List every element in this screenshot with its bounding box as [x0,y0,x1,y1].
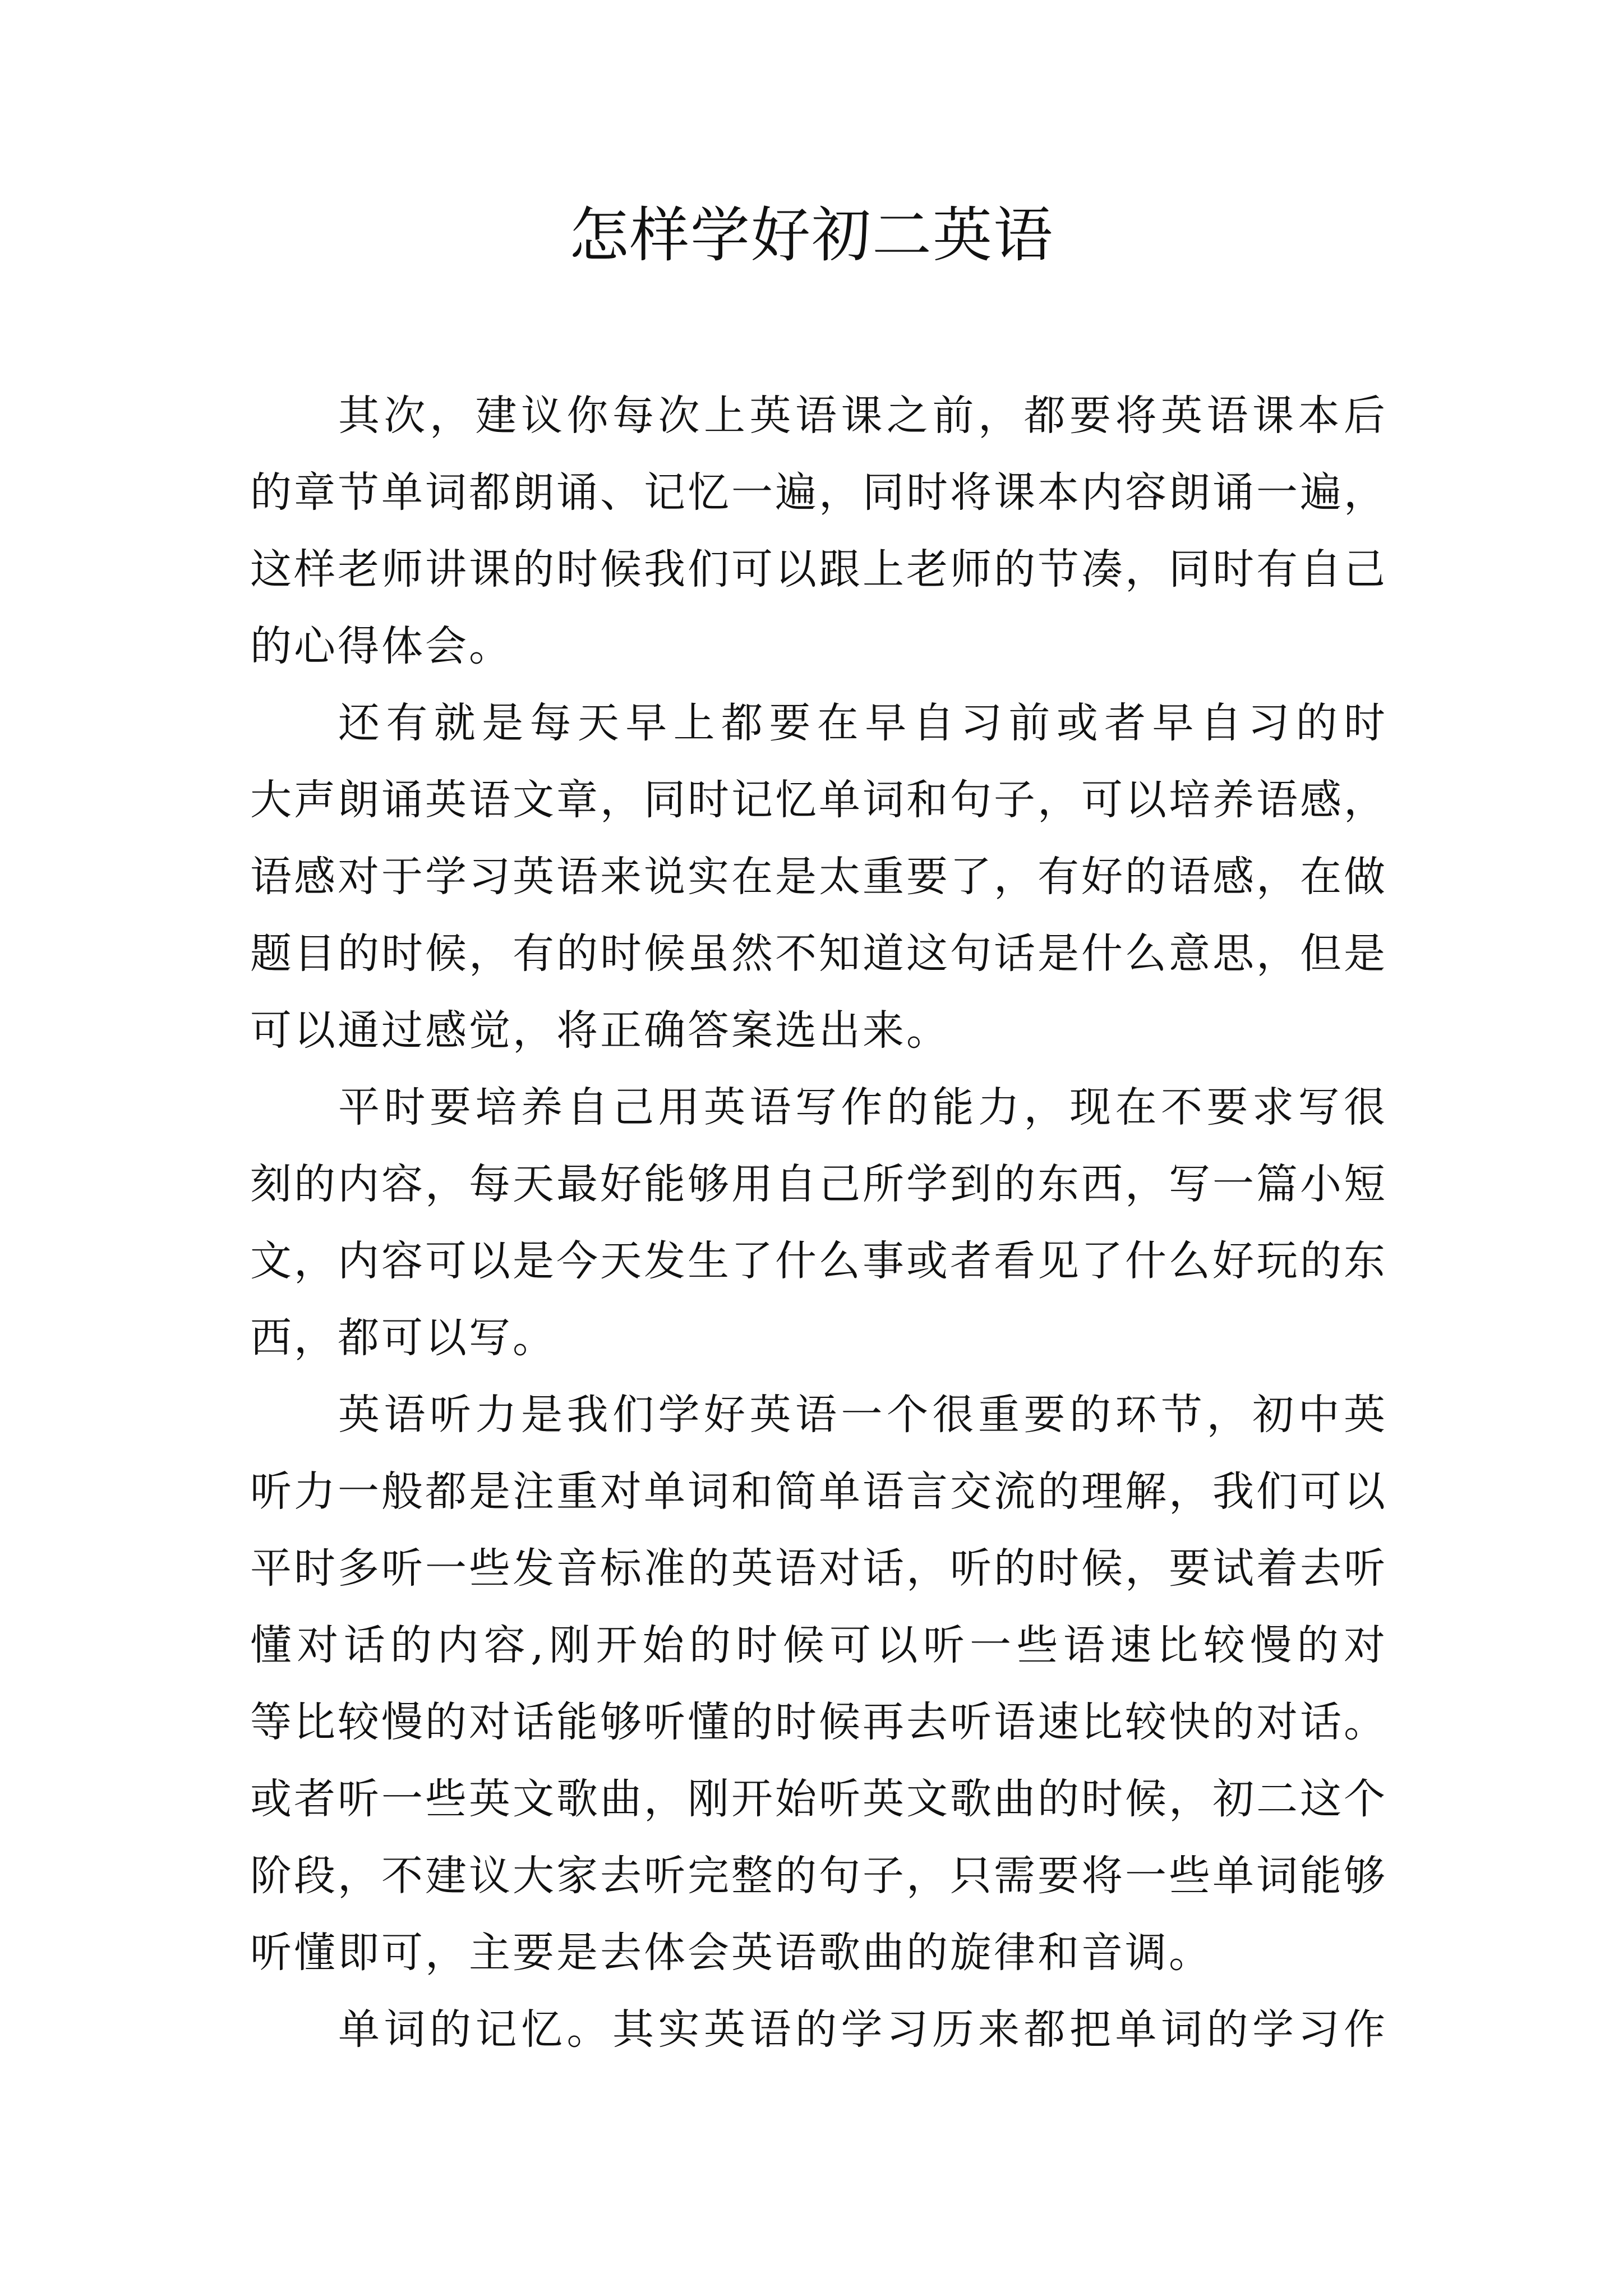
text-line: 文，内容可以是今天发生了什么事或者看见了什么好玩的东 [250,1237,1387,1285]
paragraph [250,1069,1387,1377]
text-line: 还有就是每天早上都要在早自习前或者早自习的时 [338,699,1387,747]
text-line: 等比较慢的对话能够听懂的时候再去听语速比较快的对话。 [250,1698,1387,1746]
text-line: 平时多听一些发音标准的英语对话，听的时候，要试着去听 [250,1544,1387,1593]
paragraph [250,378,1387,685]
text-line: 英语听力是我们学好英语一个很重要的环节，初中英 [338,1391,1387,1439]
text-line: 或者听一些英文歌曲，刚开始听英文歌曲的时候，初二这个 [250,1775,1387,1823]
text-line: 平时要培养自己用英语写作的能力，现在不要求写很 [338,1083,1387,1131]
document-body [250,378,1387,2068]
text-line: 刻的内容，每天最好能够用自己所学到的东西，写一篇小短 [250,1160,1387,1208]
text-line: 单词的记忆。其实英语的学习历来都把单词的学习作 [338,2005,1387,2054]
text-line: 大声朗诵英语文章，同时记忆单词和句子，可以培养语感， [250,776,1387,824]
text-line: 的章节单词都朗诵、记忆一遍，同时将课本内容朗诵一遍， [250,468,1387,517]
text-line: 的心得体会。 [250,622,513,670]
text-line: 西，都可以写。 [250,1314,556,1362]
document-title: 怎样学好初二英语 [569,201,1054,270]
paragraph [250,1377,1387,1991]
text-line: 题目的时候，有的时候虽然不知道这句话是什么意思，但是 [250,930,1387,978]
text-line: 语感对于学习英语来说实在是太重要了，有好的语感，在做 [250,853,1387,901]
text-line: 听懂即可，主要是去体会英语歌曲的旋律和音调。 [250,1929,1212,1977]
text-line: 这样老师讲课的时候我们可以跟上老师的节凑，同时有自己 [250,545,1387,593]
paragraph [250,1991,1387,2068]
text-line: 其次，建议你每次上英语课之前，都要将英语课本后 [338,392,1387,440]
text-line: 阶段，不建议大家去听完整的句子，只需要将一些单词能够 [250,1852,1387,1900]
text-line: 懂对话的内容,刚开始的时候可以听一些语速比较慢的对 [250,1621,1387,1669]
text-line: 听力一般都是注重对单词和简单语言交流的理解，我们可以 [250,1467,1387,1516]
text-line: 可以通过感觉，将正确答案选出来。 [250,1006,950,1055]
paragraph [250,685,1387,1069]
